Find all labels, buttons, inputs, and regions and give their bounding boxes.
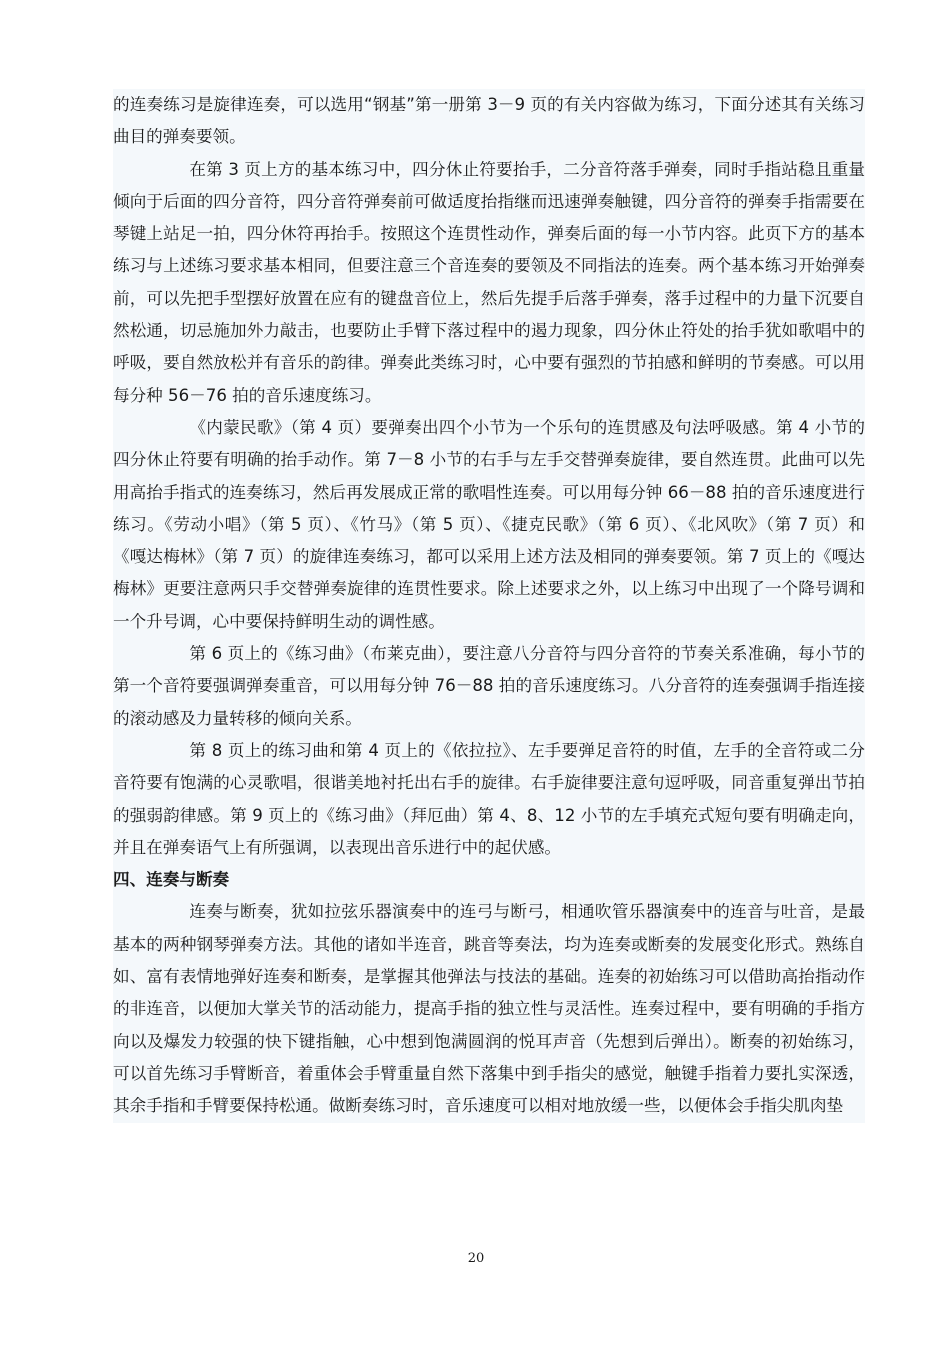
page-body bbox=[113, 89, 865, 1123]
paragraph-1: 的连奏练习是旋律连奏，可以选用“钢基”第一册第 3－9 页的有关内容做为练习，下面分述其有关练习曲目的弹奏要领。 bbox=[113, 95, 865, 147]
paragraph-4: 第 6 页上的《练习曲》（布莱克曲），要注意八分音符与四分音符的节奏关系准确，每小节的第一个音符要强调弹奏重音，可以用每分钟 76－88 拍的音乐速度练习。八分音符的连奏强调手指连接的滚动感及力量转移的倾向关系。 bbox=[113, 644, 865, 728]
section-paragraph-1: 连奏与断奏，犹如拉弦乐器演奏中的连弓与断弓，相通吹管乐器演奏中的连音与吐音，是最基本的两种钢琴弹奏方法。其他的诸如半连音，跳音等奏法，均为连奏或断奏的发展变化形式。熟练自如、富有表情地弹好连奏和断奏，是掌握其他弹法与技法的基础。连奏的初始练习可以借助高抬指动作的非连音，以便加大掌关节的活动能力，提高手指的独立性与灵活性。连奏过程中，要有明确的手指方向以及爆发力较强的快下键指触，心中想到饱满圆润的悦耳声音（先想到后弹出）。断奏的初始练习，可以首先练习手臂断音，着重体会手臂重量自然下落集中到手指尖的感觉，触键手指着力要扎实深透，其余手指和手臂要保持松通。做断奏练习时，音乐速度可以相对地放缓一些，以便体会手指尖肌肉垫 bbox=[113, 902, 865, 1116]
page-number: 20 bbox=[467, 1251, 485, 1266]
section-heading: 四、连奏与断奏 bbox=[113, 870, 230, 890]
paragraph-2: 在第 3 页上方的基本练习中，四分休止符要抬手，二分音符落手弹奏，同时手指站稳且重量倾向于后面的四分音符，四分音符弹奏前可做适度抬指继而迅速弹奏触键，四分音符的弹奏手指需要在琴键上站足一拍，四分休符再抬手。按照这个连贯性动作，弹奏后面的每一小节内容。此页下方的基本练习与上述练习要求基本相同，但要注意三个音连奏的要领及不同指法的连奏。两个基本练习开始弹奏前，可以先把手型摆好放置在应有的键盘音位上，然后先提手后落手弹奏，落手过程中的力量下沉要自然松通，切忌施加外力敲击，也要防止手臂下落过程中的遏力现象，四分休止符处的抬手犹如歌唱中的呼吸，要自然放松并有音乐的韵律。弹奏此类练习时，心中要有强烈的节拍感和鲜明的节奏感。可以用每分种 56－76 拍的音乐速度练习。 bbox=[113, 159, 865, 405]
paragraph-5: 第 8 页上的练习曲和第 4 页上的《依拉拉》、左手要弹足音符的时值，左手的全音符或二分音符要有饱满的心灵歌唱，很谐美地衬托出右手的旋律。右手旋律要注意句逗呼吸，同音重复弹出节拍的强弱韵律感。第 9 页上的《练习曲》（拜厄曲）第 4、8、12 小节的左手填充式短句要有明确走向，并且在弹奏语气上有所强调，以表现出音乐进行中的起伏感。 bbox=[113, 740, 865, 857]
paragraph-3: 《内蒙民歌》（第 4 页）要弹奏出四个小节为一个乐句的连贯感及句法呼吸感。第 4 小节的四分休止符要有明确的抬手动作。第 7－8 小节的右手与左手交替弹奏旋律，要自然连贯。此曲可以先用高抬手指式的连奏练习，然后再发展成正常的歌唱性连奏。可以用每分钟 66－88 拍的音乐速度进行练习。《劳动小唱》（第 5 页）、《竹马》（第 5 页）、《捷克民歌》（第 6 页）、《北风吹》（第 7 页）和《嘎达梅林》（第 7 页）的旋律连奏练习，都可以采用上述方法及相同的弹奏要领。第 7 页上的《嘎达梅林》更要注意两只手交替弹奏旋律的连贯性要求。除上述要求之外，以上练习中出现了一个降号调和一个升号调，心中要保持鲜明生动的调性感。 bbox=[113, 417, 865, 631]
